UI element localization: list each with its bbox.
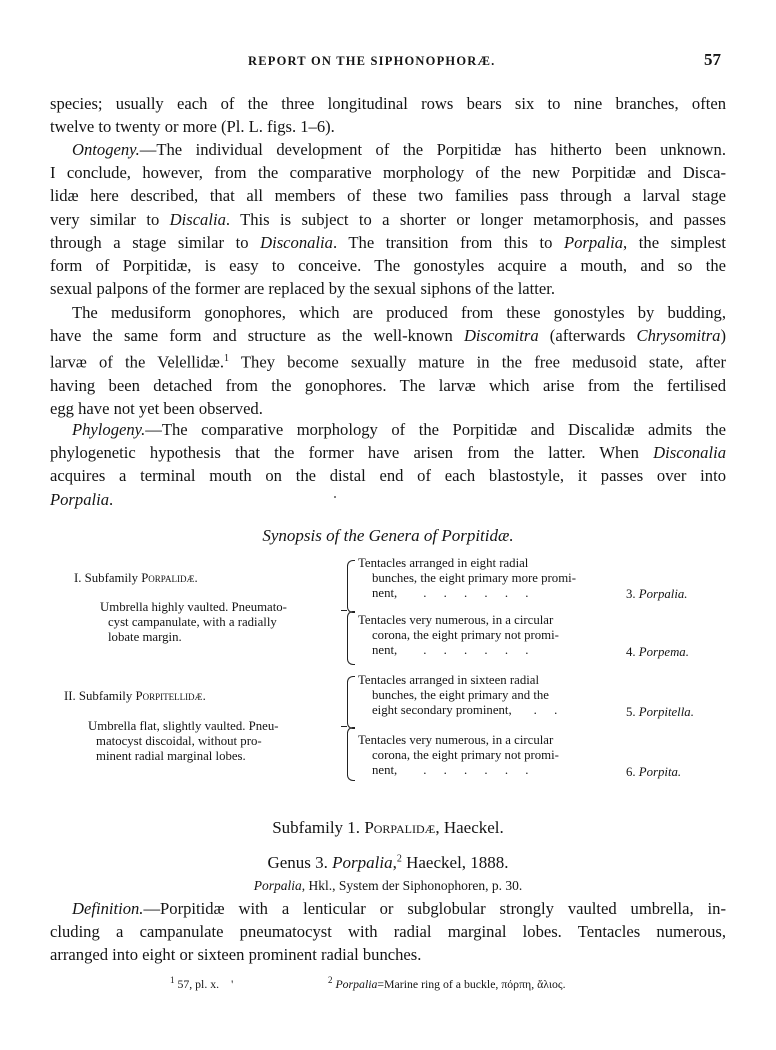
brace-bottom bbox=[347, 611, 355, 665]
paragraph-medusiform bbox=[50, 301, 726, 421]
genus-name: Disconalia bbox=[260, 232, 333, 252]
synopsis-option-3: Tentacles arranged in eight radial bunches, the eight primary more promi- nent, . . . . . . bbox=[358, 556, 576, 601]
text-line: sexual palpons of the former are replaced by the sexual siphons of the latter. bbox=[50, 279, 556, 299]
paragraph-ontogeny bbox=[50, 138, 726, 300]
running-head: REPORT ON THE SIPHONOPHORÆ. bbox=[248, 54, 496, 68]
text-line: have the same form and structure as the well-known Discomitra (afterwards Chrysomitra) bbox=[50, 326, 726, 346]
text-line: twelve to twenty or more (Pl. L. figs. 1–6). bbox=[50, 117, 335, 137]
brace-bottom bbox=[347, 727, 355, 781]
text-line: very similar to Discalia. This is subject to a shorter or longer metamorphosis, and passes bbox=[50, 209, 726, 229]
genus-reference: Porpalia, Hkl., System der Siphonophoren, p. 30. bbox=[253, 878, 523, 893]
subfamily-heading: Subfamily 1. Porpalidæ, Haeckel. bbox=[272, 818, 504, 837]
synopsis-subfamily-2: II. Subfamily Porpitellidæ. bbox=[64, 689, 206, 703]
footnote-ref: 1 bbox=[224, 353, 230, 365]
footnote-1: $^1$ 57, pl. x. ' bbox=[170, 975, 234, 991]
text-line: lidæ here described, that all members of these two families pass through a larval stage bbox=[50, 186, 726, 206]
footnote-2: $^2$ Porpalia=Marine ring of a buckle, πόρπη, ἅλιος. bbox=[328, 975, 566, 991]
text-line: I conclude, however, from the comparative morphology of the new Porpitidæ and Disca- bbox=[50, 163, 726, 183]
text-line: Ontogeny.—The individual development of the Porpitidæ has hitherto been unknown. bbox=[72, 140, 726, 159]
text-line: phylogenetic hypothesis that the former have arisen from the latter. When Disconalia bbox=[50, 443, 726, 463]
synopsis-option-4: Tentacles very numerous, in a circular corona, the eight primary not promi- nent, . . . . . . bbox=[358, 613, 559, 658]
brace-top bbox=[347, 560, 355, 613]
paragraph-intro bbox=[50, 92, 726, 138]
genus-entry-porpalia: 3. Porpalia. bbox=[626, 587, 688, 601]
genus-name: Chrysomitra bbox=[636, 326, 721, 346]
synopsis-subfamily-2-desc: Umbrella flat, slightly vaulted. Pneu- matocyst discoidal, without pro- minent radial marginal lobes. bbox=[88, 719, 279, 764]
genus-name: Porpalia bbox=[564, 232, 624, 252]
text-line: Phylogeny.—The comparative morphology of the Porpitidæ and Discalidæ admits the bbox=[72, 420, 726, 439]
synopsis-option-6: Tentacles very numerous, in a circular corona, the eight primary not promi- nent, . . . . . . bbox=[358, 733, 559, 778]
brace-top bbox=[347, 676, 355, 729]
text-line: Porpalia. bbox=[50, 489, 114, 509]
genus-name: Discomitra bbox=[463, 326, 539, 346]
brace-tip bbox=[341, 726, 347, 727]
page-number: 57 bbox=[704, 50, 721, 69]
text-line: through a stage similar to Disconalia. The transition from this to Porpalia, the simplest bbox=[50, 232, 726, 252]
text-line: larvæ of the Velellidæ.$^1$ They become sexually mature in the free medusoid state, after bbox=[50, 352, 727, 372]
section-lead: Ontogeny. bbox=[72, 140, 140, 159]
text-line: form of Porpitidæ, is easy to conceive. The gonostyles acquire a mouth, and so the bbox=[50, 256, 726, 276]
synopsis-subfamily-1: I. Subfamily Porpalidæ. bbox=[74, 571, 198, 585]
section-lead: Definition. bbox=[72, 899, 144, 918]
genus-name: Discalia bbox=[169, 209, 226, 229]
synopsis-title: Synopsis of the Genera of Porpitidæ. bbox=[262, 526, 514, 545]
genus-heading: Genus 3. Porpalia,$^2$ Haeckel, 1888. bbox=[267, 853, 509, 872]
synopsis-subfamily-1-desc: Umbrella highly vaulted. Pneumato- cyst campanulate, with a radially lobate margin. bbox=[100, 600, 287, 645]
synopsis-option-5: Tentacles arranged in sixteen radial bunches, the eight primary and the eight secondary prominent, . . bbox=[358, 673, 565, 718]
genus-entry-porpitella: 5. Porpitella. bbox=[626, 705, 694, 719]
genus-entry-porpema: 4. Porpema. bbox=[626, 645, 689, 659]
text-line: having been detached from the gonophores. The larvæ which arise from the fertilised bbox=[50, 376, 726, 396]
section-lead: Phylogeny. bbox=[72, 420, 146, 439]
text-line: Definition.—Porpitidæ with a lenticular or subglobular strongly vaulted umbrella, in- bbox=[72, 899, 726, 918]
brace-tip bbox=[341, 610, 347, 611]
text-line: species; usually each of the three longitudinal rows bears six to nine branches, often bbox=[50, 94, 726, 113]
text-line: arranged into eight or sixteen prominent radial bunches. bbox=[50, 945, 422, 965]
genus-entry-porpita: 6. Porpita. bbox=[626, 765, 682, 779]
print-speck bbox=[334, 496, 336, 498]
genus-name: Porpalia bbox=[50, 489, 110, 509]
genus-name: Disconalia bbox=[653, 443, 726, 463]
text-line: The medusiform gonophores, which are produced from these gonostyles by budding, bbox=[72, 303, 726, 322]
paragraph-definition bbox=[50, 897, 726, 967]
paragraph-phylogeny bbox=[50, 418, 726, 511]
text-line: acquires a terminal mouth on the distal end of each blastostyle, it passes over into bbox=[50, 466, 726, 486]
text-line: cluding a campanulate pneumatocyst with radial marginal lobes. Tentacles numerous, bbox=[50, 922, 726, 942]
text-line: egg have not yet been observed. bbox=[50, 399, 263, 419]
